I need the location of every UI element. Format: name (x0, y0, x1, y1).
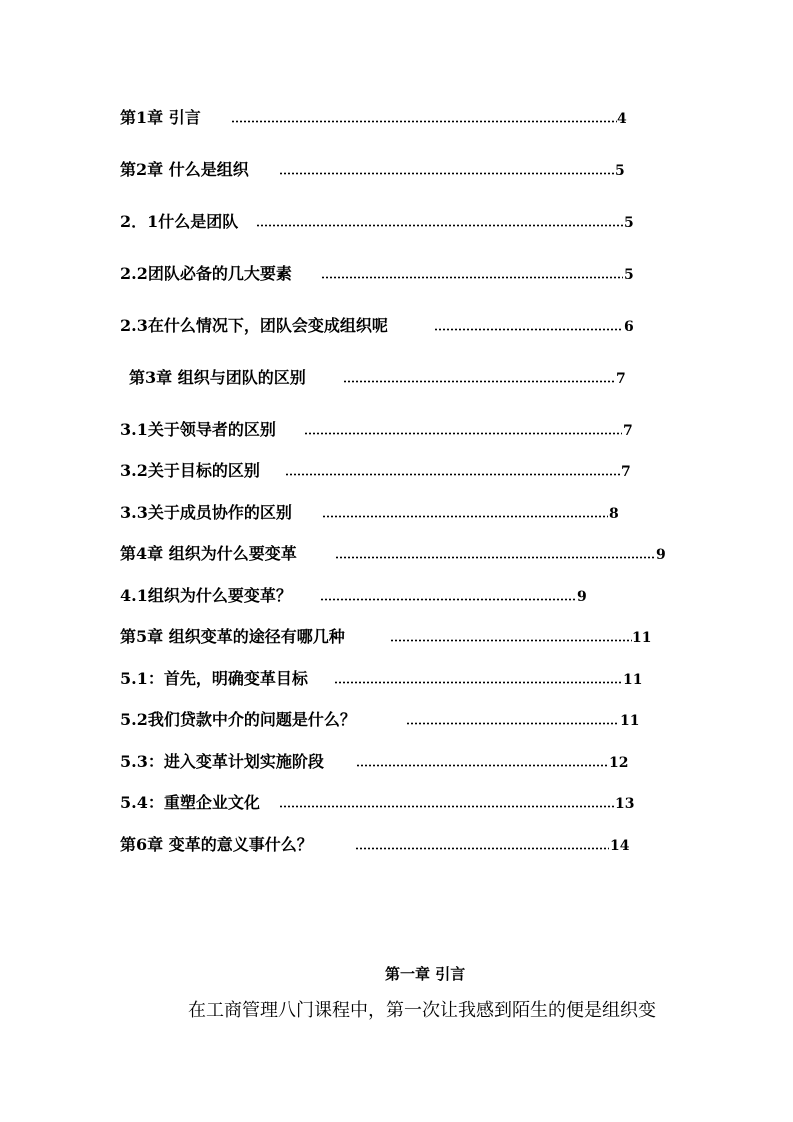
toc-entry-label: 3.3关于成员协作的区别 (120, 503, 292, 522)
toc-entry-label: 5.4：重塑企业文化 (120, 793, 260, 812)
toc-leader-dots (356, 764, 608, 767)
toc-entry-label: 2．1什么是团队 (120, 212, 239, 231)
toc-entry-label: 4.1组织为什么要变革？ (120, 586, 292, 605)
toc-page-number: 7 (621, 464, 631, 480)
toc-leader-dots (285, 473, 620, 476)
toc-page-number: 11 (623, 672, 643, 688)
toc-entry-label: 5.3：进入变革计划实施阶段 (120, 752, 324, 771)
toc-entry-label: 第1章 引言 (120, 108, 201, 127)
toc-entry-4-1[interactable] (0, 584, 640, 608)
toc-page-number: 11 (620, 713, 640, 729)
toc-leader-dots (390, 639, 632, 642)
toc-entry-label: 3.2关于目标的区别 (120, 461, 260, 480)
toc-leader-dots (320, 598, 576, 601)
toc-entry-ch1[interactable] (0, 106, 640, 130)
toc-leader-dots (355, 847, 609, 850)
toc-leader-dots (231, 120, 617, 123)
toc-entry-ch6[interactable] (0, 833, 660, 857)
toc-page-number: 5 (624, 215, 634, 231)
toc-entry-label: 第2章 什么是组织 (120, 160, 249, 179)
toc-entry-label: 2.2团队必备的几大要素 (120, 264, 292, 283)
toc-entry-5-4[interactable] (0, 791, 660, 815)
toc-entry-label: 第5章 组织变革的途径有哪几种 (120, 627, 345, 646)
toc-leader-dots (334, 681, 623, 684)
toc-page-number: 6 (624, 319, 634, 335)
toc-entry-2-3[interactable] (0, 314, 640, 338)
toc-entry-label: 第4章 组织为什么要变革 (120, 544, 297, 563)
toc-page-number: 8 (609, 506, 619, 522)
toc-entry-ch4[interactable] (0, 542, 680, 566)
toc-page-number: 12 (609, 755, 629, 771)
toc-entry-5-1[interactable] (0, 667, 660, 691)
toc-leader-dots (321, 276, 623, 279)
toc-entry-label: 第6章 变革的意义事什么？ (120, 835, 313, 854)
chapter-heading: 第一章 引言 (385, 965, 466, 983)
toc-leader-dots (335, 556, 655, 559)
toc-page-number: 13 (615, 796, 635, 812)
toc-page-number: 7 (616, 371, 626, 387)
toc-leader-dots (256, 224, 623, 227)
toc-leader-dots (406, 722, 619, 725)
toc-entry-5-3[interactable] (0, 750, 660, 774)
toc-entry-5-2[interactable] (0, 708, 660, 732)
chapter-paragraph: 在工商管理八门课程中，第一次让我感到陌生的便是组织变 (188, 1000, 656, 1021)
toc-page-number: 9 (656, 547, 666, 563)
toc-entry-label: 2.3在什么情况下，团队会变成组织呢 (120, 316, 388, 335)
toc-page-number: 9 (577, 589, 587, 605)
toc-entry-3-1[interactable] (0, 418, 640, 442)
toc-entry-ch3[interactable] (0, 366, 640, 390)
toc-entry-label: 3.1关于领导者的区别 (120, 420, 276, 439)
toc-page-number: 5 (615, 163, 625, 179)
toc-leader-dots (434, 328, 623, 331)
toc-leader-dots (279, 805, 614, 808)
toc-entry-label: 5.1：首先，明确变革目标 (120, 669, 308, 688)
toc-page-number: 11 (632, 630, 652, 646)
toc-entry-2-1[interactable] (0, 210, 640, 234)
toc-entry-label: 第3章 组织与团队的区别 (129, 368, 306, 387)
toc-page-number: 5 (624, 267, 634, 283)
toc-leader-dots (322, 515, 608, 518)
toc-entry-3-3[interactable] (0, 501, 640, 525)
toc-entry-3-2[interactable] (0, 459, 640, 483)
toc-entry-2-2[interactable] (0, 262, 640, 286)
toc-page-number: 7 (623, 423, 633, 439)
toc-entry-label: 5.2我们贷款中介的问题是什么？ (120, 710, 356, 729)
toc-entry-ch5[interactable] (0, 625, 660, 649)
toc-entry-ch2[interactable] (0, 158, 640, 182)
toc-page-number: 14 (610, 838, 630, 854)
toc-leader-dots (279, 172, 614, 175)
toc-page-number: 4 (617, 111, 627, 127)
toc-leader-dots (343, 380, 615, 383)
toc-leader-dots (304, 432, 622, 435)
